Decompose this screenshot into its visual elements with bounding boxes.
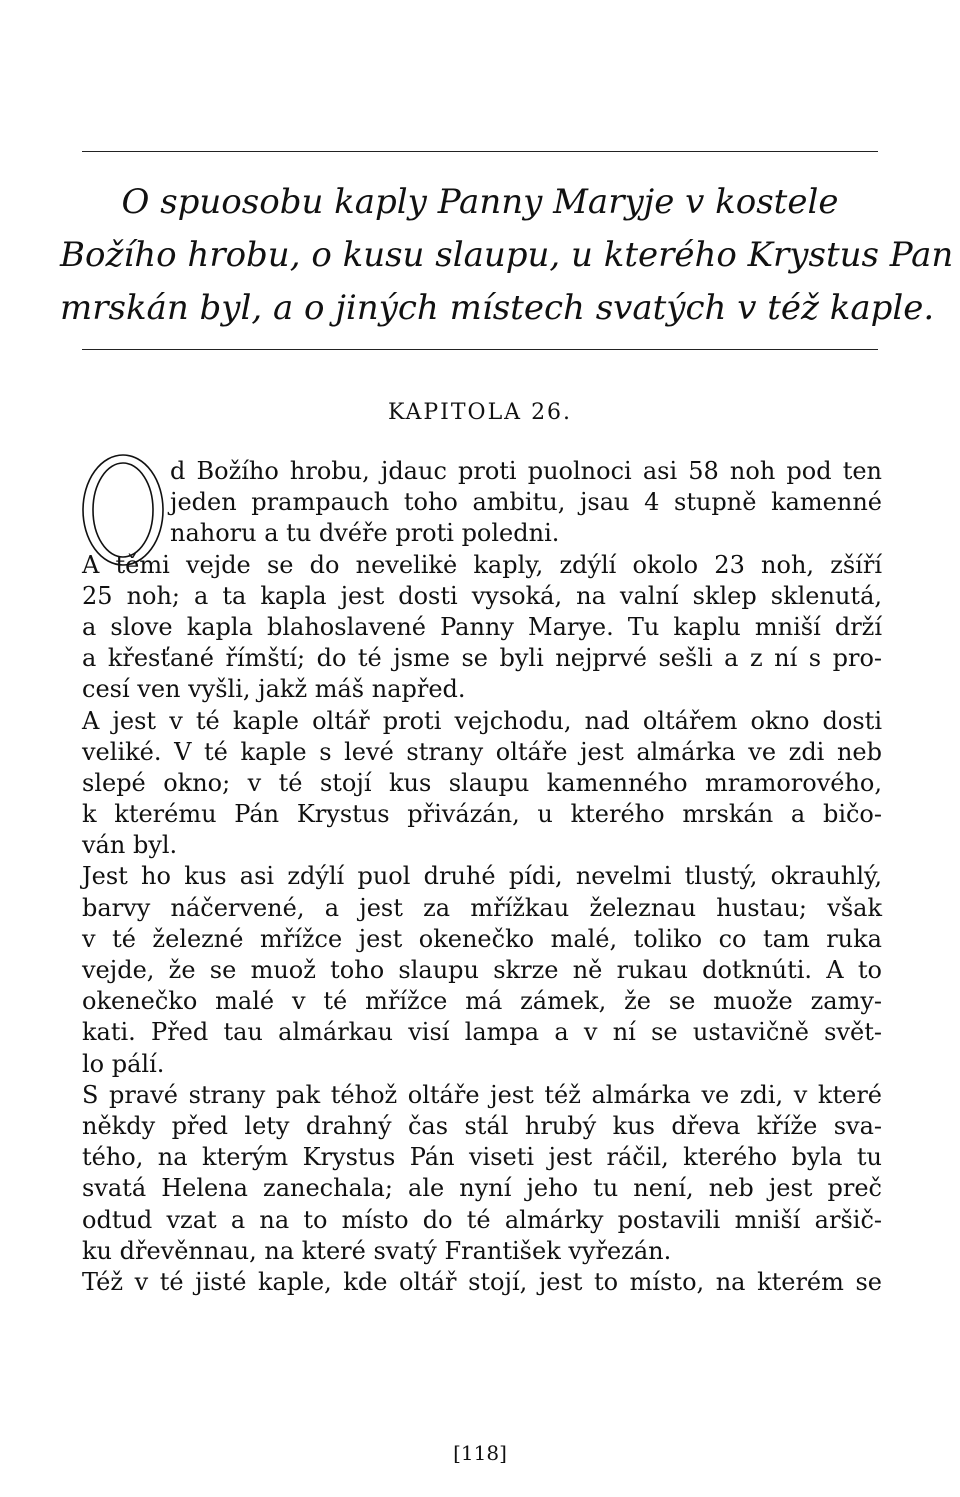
text-line: kati. Před tau almárkau visí lampa a v ní se ustavičně svět- [82,1018,882,1047]
text-line: nahoru a tu dvéře proti poledni. [170,519,560,548]
text-line: 25 noh; a ta kapla jest dosti vysoká, na valní sklep sklenutá, [82,581,882,610]
text-line: odtud vzat a na to místo do té almárky postavili mniší aršič- [82,1205,882,1234]
text-line: slepé okno; v té stojí kus slaupu kamenného mramorového, [82,768,882,797]
text-line: barvy náčervené, a jest za mřížkau železnau hustau; však [82,893,882,922]
text-line: A jest v té kaple oltář proti vejchodu, nad oltářem okno dosti [82,706,882,735]
heading-line: Božího hrobu, o kusu slaupu, u kterého Krystus Pan [60,235,954,275]
heading-rule [82,349,878,350]
text-line: v té železné mřížce jest okenečko malé, toliko co tam ruka [82,924,882,953]
body-text [82,456,882,1298]
top-rule [82,151,878,152]
chapter-heading [60,176,954,335]
text-line: ku dřevěnnau, na které svatý František vyřezán. [82,1236,672,1265]
text-line: lo pálí. [82,1049,165,1078]
text-line: ván byl. [82,831,178,860]
text-line: svatá Helena zanechala; ale nyní jeho tu není, neb jest preč [82,1174,882,1203]
text-line: jeden prampauch toho ambitu, jsau 4 stupně kamenné [170,488,882,517]
heading-line: O spuosobu kaply Panny Maryje v kostele [121,182,839,222]
text-line: někdy před lety drahný čas stál hrubý kus dřeva kříže sva- [82,1111,882,1140]
text-line: a křesťané římští; do té jsme se byli nejprvé sešli a z ní s pro- [82,644,882,673]
text-line: d Božího hrobu, jdauc proti puolnoci asi 58 noh pod ten [170,457,882,485]
text-line: Též v té jisté kaple, kde oltář stojí, jest to místo, na kterém se [82,1267,882,1296]
page-number: [118] [453,1441,507,1465]
text-line: cesí ven vyšli, jakž máš napřed. [82,675,466,704]
heading-line: mrskán byl, a o jiných místech svatých v též kaple. [60,288,935,328]
text-line: Jest ho kus asi zdýlí puol druhé pídi, nevelmi tlustý, okrauhlý, [82,862,882,891]
text-line: veliké. V té kaple s levé strany oltáře jest almárka ve zdi neb [82,737,882,766]
text-line: k kterému Pán Krystus přivázán, u kterého mrskán a bičo- [82,800,882,829]
text-line: vejde, že se muož toho slaupu skrze ně rukau dotknúti. A to [82,956,882,984]
text-line: A těmi vejde se do nevelikė kaply, zdýlí okolo 23 noh, zšíří [82,550,882,579]
text-line: tého, na kterým Krystus Pán viseti jest ráčil, kterého byla tu [82,1143,882,1172]
chapter-number: KAPITOLA 26. [387,400,573,425]
text-line: a slove kapla blahoslavené Panny Marye. Tu kaplu mniší drží [82,612,882,641]
text-line: S pravé strany pak téhož oltáře jest též almárka ve zdi, v které [82,1080,882,1109]
text-line: okenečko malé v té mřížce má zámek, že se muože zamy- [82,987,882,1016]
